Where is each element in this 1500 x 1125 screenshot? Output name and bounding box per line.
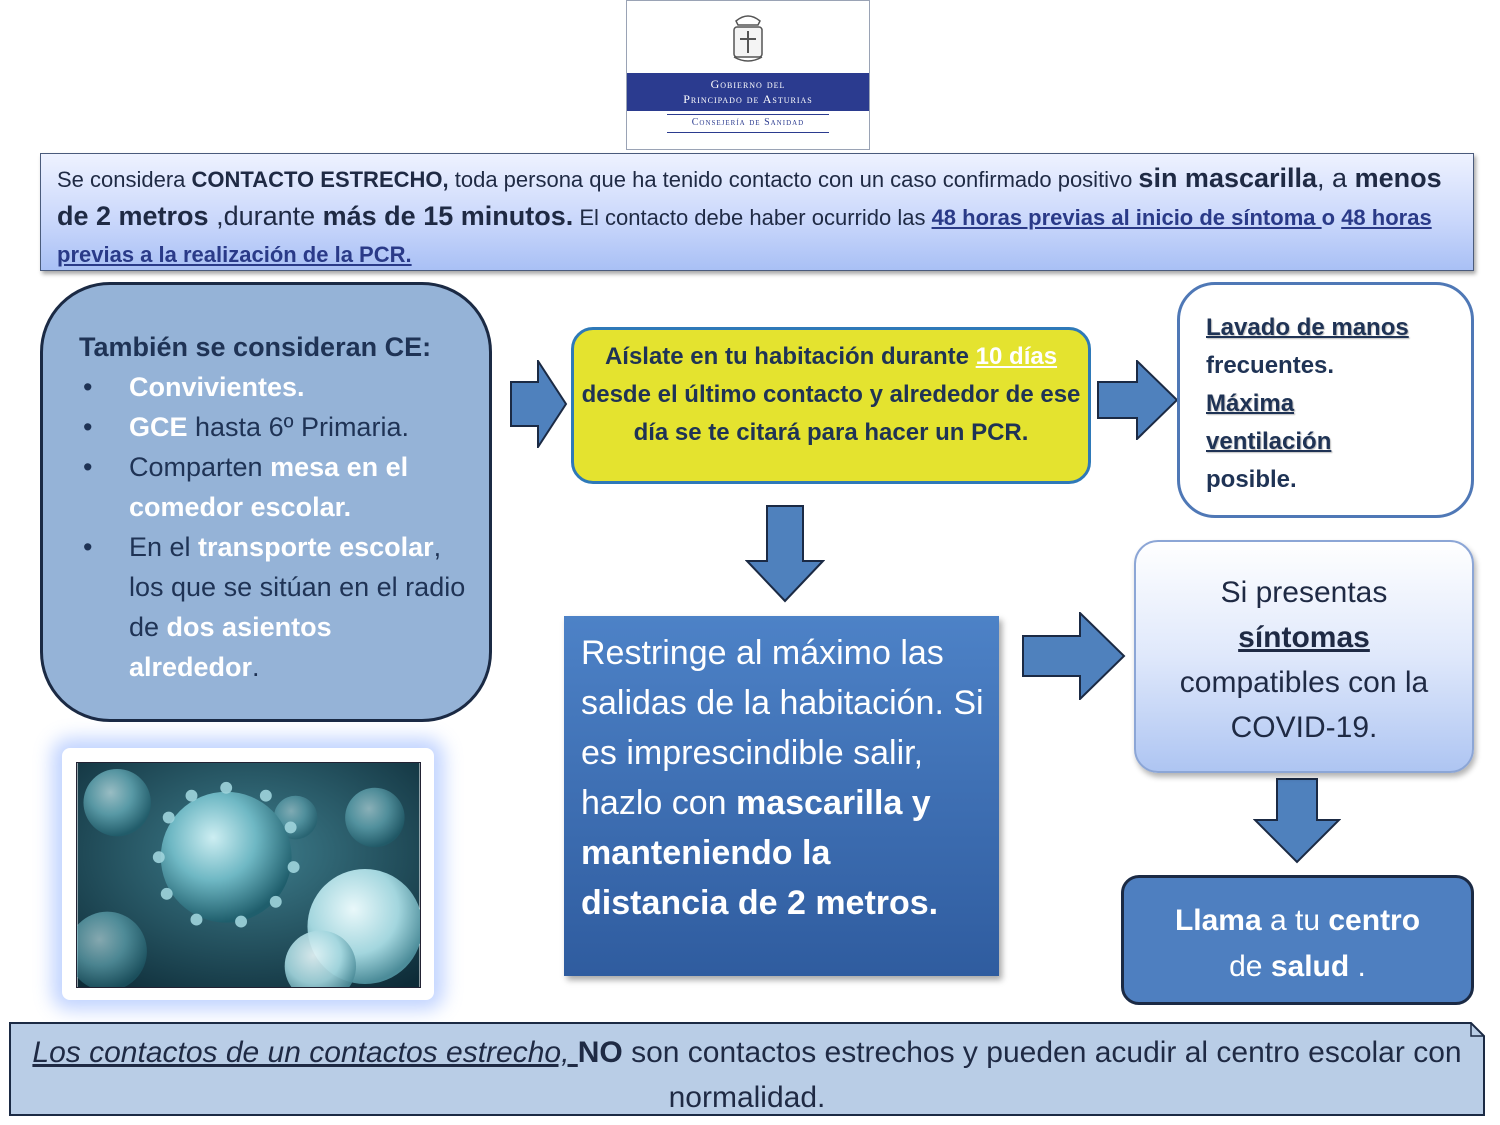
restrict-text-1: Restringe al máximo las salidas de la habitación. Si es imprescindible salir, hazlo con	[581, 634, 984, 822]
list-item	[79, 447, 469, 527]
isolate-text-3: desde el último contacto y alrededor de ese día se te citará para hacer un PCR.	[581, 381, 1081, 446]
isolation-box	[571, 327, 1091, 484]
hygiene-possible: posible.	[1206, 466, 1297, 493]
arrow-down-icon	[745, 505, 825, 603]
def-text-8: más de 15 minutos.	[322, 201, 574, 231]
def-text-5: , a	[1317, 163, 1355, 193]
item2-bold: GCE	[129, 412, 188, 442]
hygiene-frequent: frecuentes.	[1206, 352, 1335, 379]
crest-icon	[728, 11, 768, 65]
def-text-10: 48 horas previas al inicio de síntoma	[931, 205, 1322, 230]
def-text-12: 48 horas previas a la realización de la PCR.	[57, 205, 1432, 267]
def-text-1: Se considera	[57, 167, 192, 192]
arrow-right-icon	[1022, 612, 1126, 700]
isolate-days: 10 días	[975, 343, 1058, 370]
call-text-1: Llama	[1174, 904, 1262, 937]
restrict-box	[564, 616, 999, 976]
call-text-5: salud	[1270, 950, 1350, 983]
item4-text-c: .	[252, 652, 260, 682]
government-logo	[626, 0, 870, 150]
hygiene-handwash: Lavado de manos	[1206, 314, 1409, 341]
restrict-text-2: mascarilla y manteniendo la distancia de 2 metros.	[581, 784, 939, 922]
list-item	[79, 367, 469, 407]
symptoms-text-2: síntomas	[1238, 621, 1370, 654]
list-item	[79, 407, 469, 447]
symptoms-text-3: compatibles con la COVID-19.	[1179, 666, 1429, 744]
item4-bold-a: transporte escolar	[198, 532, 434, 562]
item2-text: hasta 6º Primaria.	[187, 412, 409, 442]
footer-text-3: son contactos estrechos y pueden acudir al centro escolar con normalidad.	[622, 1036, 1462, 1114]
logo-line1: Gobierno del	[710, 77, 786, 91]
item1-text: Convivientes.	[129, 372, 305, 402]
hygiene-ventilation: Máxima ventilación	[1206, 390, 1332, 455]
def-text-11: o	[1321, 205, 1336, 230]
definition-banner	[40, 153, 1474, 271]
def-text-3: toda persona que ha tenido contacto con un caso confirmado positivo	[448, 167, 1139, 192]
item3-bold: mesa en el comedor escolar.	[129, 452, 409, 522]
item3-text: Comparten	[129, 452, 271, 482]
logo-band	[627, 73, 869, 111]
def-text-7: ,durante	[208, 201, 323, 231]
symptoms-text-1: Si presentas	[1220, 576, 1388, 609]
logo-line3: Consejería de Sanidad	[691, 117, 805, 128]
logo-divider-bottom	[667, 132, 829, 133]
logo-line2: Principado de Asturias	[683, 92, 813, 106]
symptoms-box	[1134, 540, 1474, 773]
footer-text-1: Los contactos de un contactos estrecho,	[32, 1036, 578, 1069]
call-text-4: de	[1229, 950, 1271, 983]
call-text-6: .	[1349, 950, 1366, 983]
arrow-down-icon	[1253, 778, 1341, 864]
arrow-right-3	[1022, 612, 1126, 700]
def-text-2: CONTACTO ESTRECHO,	[191, 167, 449, 192]
arrow-down-2	[1253, 778, 1341, 864]
arrow-right-2	[1097, 360, 1179, 440]
list-item	[79, 527, 469, 687]
footer-text	[24, 1030, 1470, 1120]
call-text-2: a tu	[1261, 904, 1329, 937]
call-text-3: centro	[1328, 904, 1421, 937]
also-box-list	[79, 367, 469, 687]
def-text-6: menos de 2 metros	[57, 163, 1442, 231]
item4-bold-b: dos asientos alrededor	[129, 612, 332, 682]
also-box-title: También se consideran CE:	[79, 332, 432, 362]
hygiene-box	[1177, 282, 1474, 518]
def-text-9: El contacto debe haber ocurrido las	[573, 205, 932, 230]
call-health-center-box	[1121, 875, 1474, 1005]
isolate-text-1: Aíslate en tu habitación durante	[604, 343, 976, 370]
item4-text-b: , los que se sitúan en el radio de	[129, 532, 466, 642]
def-text-4: sin mascarilla	[1138, 163, 1318, 193]
arrow-right-icon	[510, 360, 568, 448]
footer-text-2: NO	[577, 1036, 623, 1069]
also-close-contacts-box	[40, 282, 492, 722]
arrow-right-icon	[1097, 360, 1179, 440]
item4-text-a: En el	[129, 532, 199, 562]
arrow-down-1	[745, 505, 825, 603]
arrow-right-1	[510, 360, 568, 448]
virus-image	[76, 762, 421, 988]
